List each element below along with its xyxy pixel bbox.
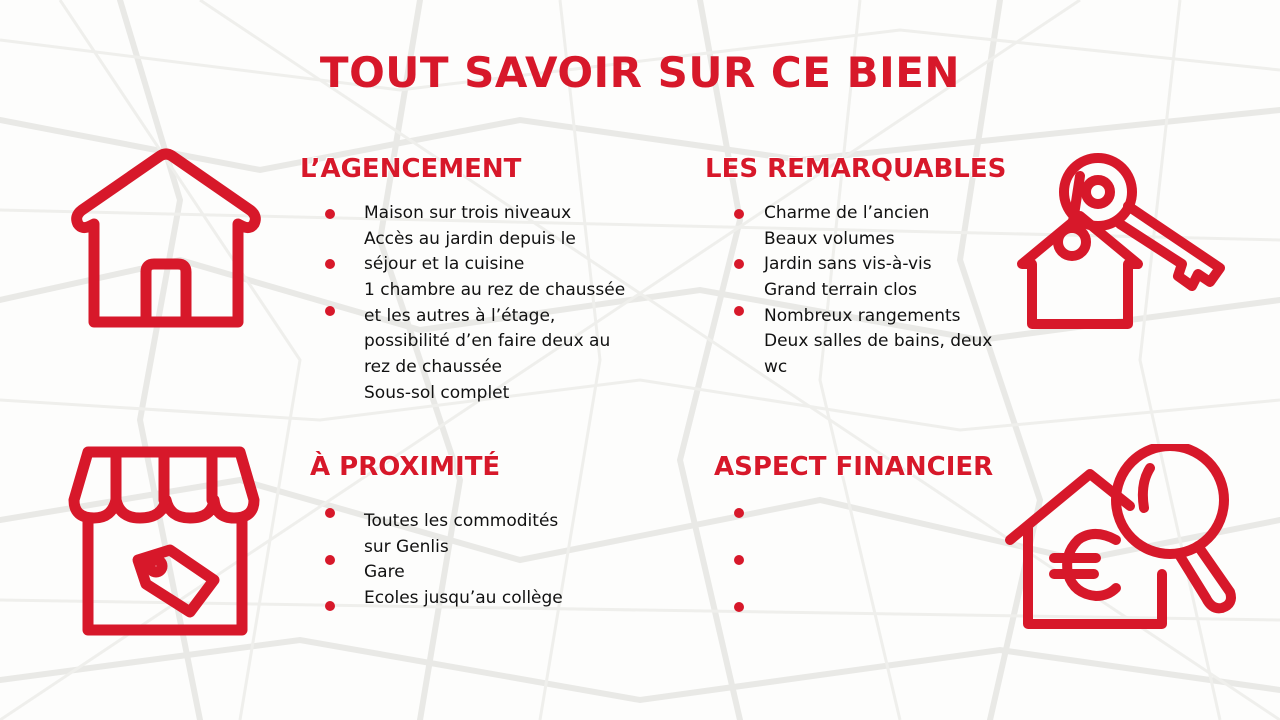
house-euro-magnifier-icon	[1000, 444, 1240, 640]
heading-proximite: À PROXIMITÉ	[310, 452, 501, 482]
list-item: Jardin sans vis-à-vis	[764, 254, 932, 275]
bullet	[325, 306, 335, 316]
house-icon	[68, 146, 264, 336]
list-item: Maison sur trois niveaux	[364, 203, 572, 223]
list-proximite	[364, 509, 563, 612]
bullet	[325, 209, 335, 219]
heading-financier: ASPECT FINANCIER	[714, 452, 994, 482]
list-item: Ecoles jusqu’au collège	[364, 588, 563, 609]
list-item: et les autres à l’étage,	[364, 305, 556, 326]
bullet	[325, 555, 335, 565]
shop-icon	[66, 444, 262, 640]
list-item: Accès au jardin depuis le	[364, 228, 576, 249]
bullet	[325, 259, 335, 269]
house-keys-icon	[1010, 146, 1232, 336]
list-item: rez de chaussée	[364, 357, 503, 378]
list-item: 1 chambre au rez de chaussée	[364, 280, 626, 301]
list-item: séjour et la cuisine	[364, 254, 525, 275]
list-item: Grand terrain clos	[764, 280, 917, 301]
bullet	[325, 601, 335, 611]
page-title: TOUT SAVOIR SUR CE BIEN	[319, 48, 961, 97]
bullet	[734, 259, 744, 269]
list-item: Nombreux rangements	[764, 305, 961, 326]
list-item: Beaux volumes	[764, 228, 895, 249]
list-remarquables	[764, 201, 992, 381]
list-item: possibilité d’en faire deux au	[364, 331, 611, 352]
list-item: sur Genlis	[364, 536, 449, 557]
bullet	[734, 508, 744, 518]
bullet	[734, 306, 744, 316]
list-item: Charme de l’ancien	[764, 203, 930, 223]
list-item: Sous-sol complet	[364, 382, 510, 403]
list-item: Toutes les commodités	[364, 511, 559, 531]
bullet	[734, 602, 744, 612]
list-item: Gare	[364, 562, 405, 583]
heading-agencement: L’AGENCEMENT	[300, 154, 522, 184]
list-item: wc	[764, 357, 788, 378]
bullet	[734, 209, 744, 219]
heading-remarquables: LES REMARQUABLES	[705, 154, 1007, 184]
bullet	[325, 508, 335, 518]
bullet	[734, 555, 744, 565]
list-item: Deux salles de bains, deux	[764, 331, 993, 352]
list-agencement	[364, 201, 625, 407]
